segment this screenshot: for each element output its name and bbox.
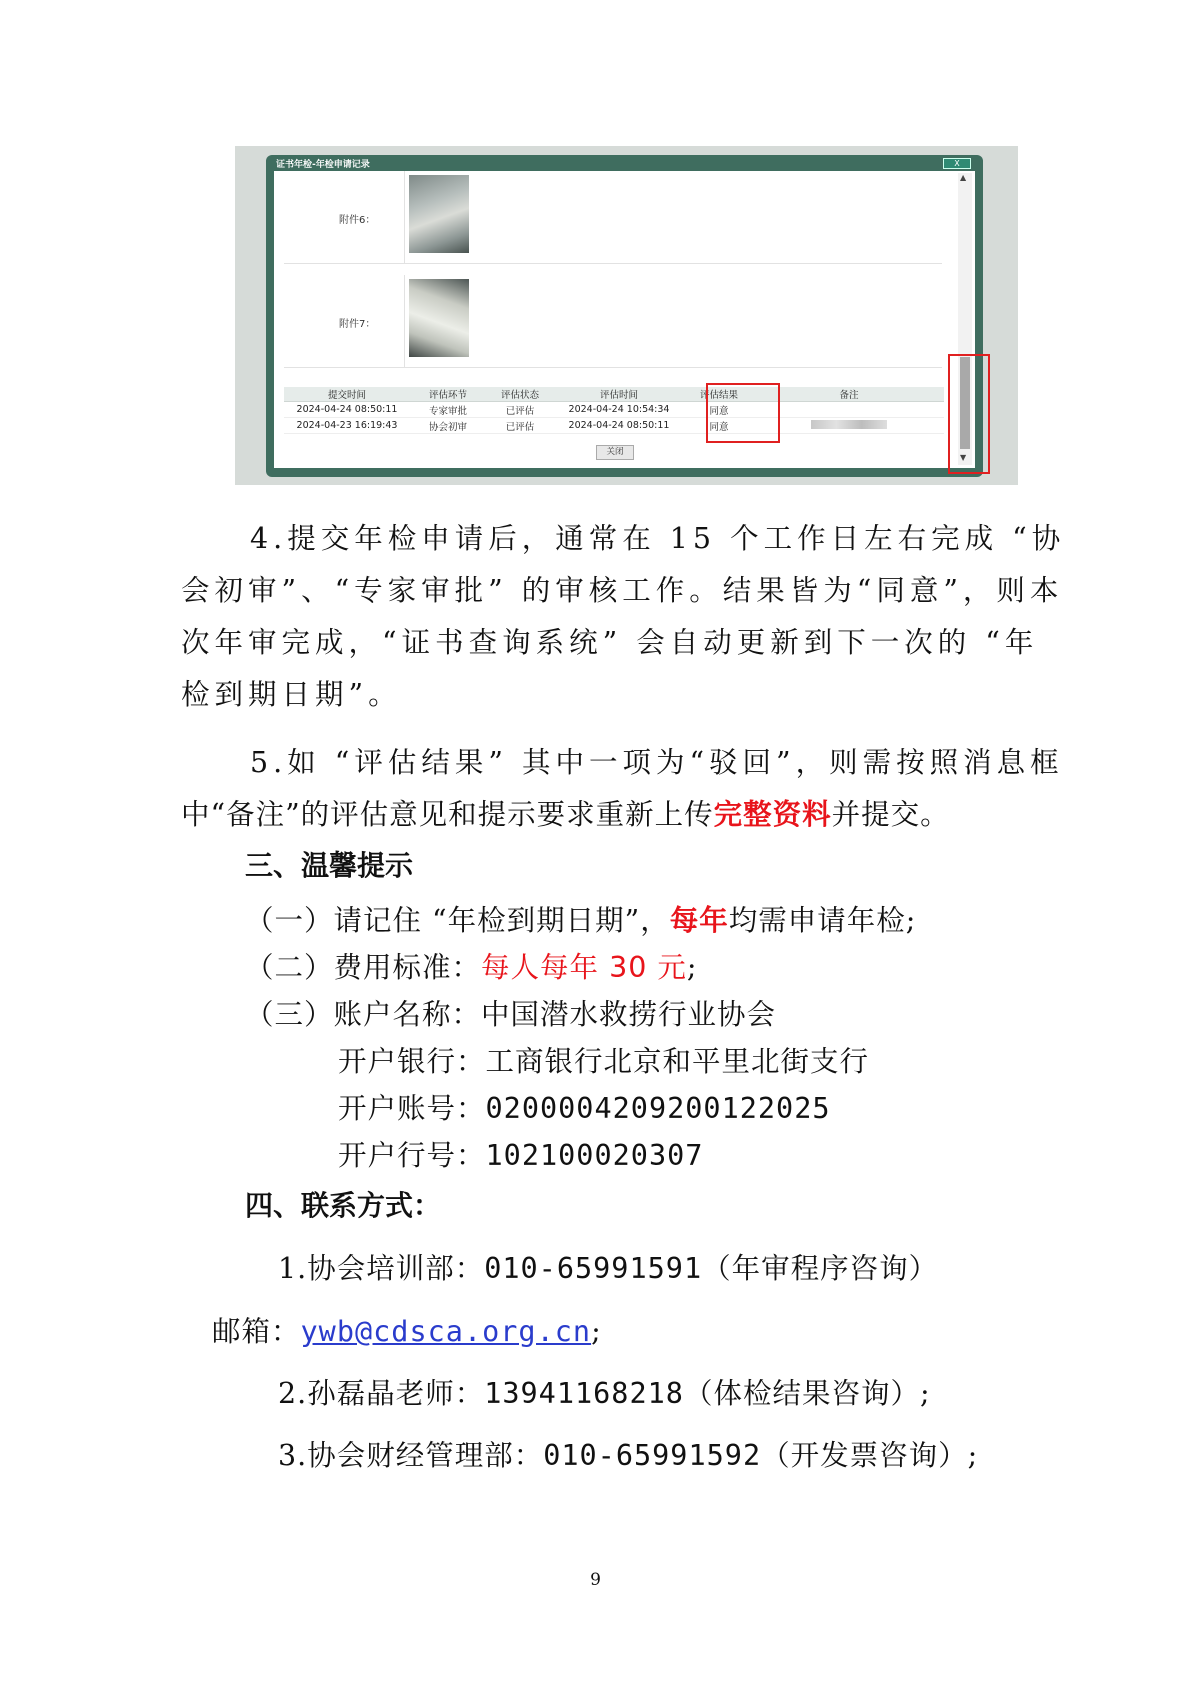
email-link[interactable]: ywb@cdsca.org.cn (300, 1315, 592, 1348)
attachment-label: 附件7： (339, 319, 376, 330)
contact-3 (278, 1433, 978, 1474)
para4-line4: 检到期日期”。 (181, 678, 402, 711)
account-line (338, 1086, 831, 1127)
para5-line2 (181, 792, 950, 833)
value: 中国潜水救捞行业协会 (481, 998, 777, 1031)
tip-item-2 (245, 945, 698, 986)
table-cell: 协会初审 (410, 418, 486, 434)
fee-text: 每人每年 30 元 (481, 951, 687, 984)
branch-line (338, 1133, 703, 1174)
scrollbar-highlight-box (948, 354, 990, 474)
table-row (284, 418, 944, 434)
col-header: 评估时间 (554, 387, 684, 402)
label: 3.协会财经管理部： (278, 1439, 544, 1472)
attachment-thumbnail[interactable] (409, 279, 469, 357)
col-header: 评估结果 (684, 387, 754, 402)
label: 开户账号： (338, 1092, 486, 1125)
note: （体检结果咨询）; (683, 1377, 931, 1410)
blurred-remark (811, 420, 887, 429)
contact-2 (278, 1371, 931, 1412)
attachment-row (284, 171, 942, 264)
attachment-thumbnail[interactable] (409, 175, 469, 253)
col-header: 备注 (754, 387, 944, 402)
label: 开户行号： (338, 1139, 486, 1172)
result-highlight-box (706, 383, 780, 443)
table-cell: 同意 (684, 402, 754, 418)
note: （年审程序咨询） (702, 1252, 939, 1285)
dialog-body (274, 171, 975, 468)
close-button[interactable]: 关闭 (596, 445, 634, 460)
phone: 010-65991592 (543, 1439, 762, 1472)
text: 并提交。 (831, 798, 950, 831)
page-number: 9 (590, 1570, 601, 1590)
tip-item-3 (245, 992, 776, 1033)
table-cell: 同意 (684, 418, 754, 434)
col-header: 评估状态 (486, 387, 554, 402)
section4-heading: 四、联系方式： (245, 1189, 442, 1222)
attachment-label: 附件6： (339, 215, 376, 226)
text: 均需申请年检; (728, 904, 917, 937)
para4-line3: 次年审完成，“证书查询系统” 会自动更新到下一次的 “年 (181, 626, 1039, 659)
phone: 13941168218 (484, 1377, 684, 1410)
table-cell: 2024-04-23 16:19:43 (284, 418, 410, 434)
table-header-row (284, 387, 944, 402)
col-header: 提交时间 (284, 387, 410, 402)
note: （开发票咨询）; (761, 1439, 979, 1472)
label: 开户银行： (338, 1045, 486, 1078)
scroll-down-icon[interactable]: ▼ (960, 453, 967, 462)
table-cell: 已评估 (486, 418, 554, 434)
label: （三）账户名称： (245, 998, 482, 1031)
contact-1 (278, 1246, 938, 1287)
text: 中“备注”的评估意见和提示要求重新上传 (181, 798, 714, 831)
table-cell: 专家审批 (410, 402, 486, 418)
label: 2.孙磊晶老师： (278, 1377, 485, 1410)
text: （二）费用标准： (245, 951, 482, 984)
label: 邮箱： (212, 1315, 301, 1348)
close-icon[interactable]: X (943, 158, 971, 169)
col-header: 评估环节 (410, 387, 486, 402)
value: 102100020307 (485, 1139, 704, 1172)
para4-line2: 会初审”、“专家审批” 的审核工作。结果皆为“同意”，则本 (181, 574, 1064, 607)
emphasis-text: 完整资料 (713, 798, 832, 831)
embedded-screenshot (235, 146, 1018, 485)
bank-line (338, 1039, 869, 1080)
table-cell (754, 418, 944, 434)
table-row (284, 402, 944, 418)
dialog-window (266, 155, 983, 477)
table-cell: 2024-04-24 08:50:11 (284, 402, 410, 418)
text: ; (686, 951, 698, 984)
attachment-row (284, 275, 942, 368)
value: 0200004209200122025 (485, 1092, 831, 1125)
para5-line1: 5.如 “评估结果” 其中一项为“驳回”，则需按照消息框 (250, 746, 1064, 779)
value: 工商银行北京和平里北街支行 (485, 1045, 870, 1078)
table-cell: 2024-04-24 10:54:34 (554, 402, 684, 418)
divider (404, 275, 405, 367)
table-cell: 2024-04-24 08:50:11 (554, 418, 684, 434)
divider (404, 171, 405, 263)
emphasis-text: 每年 (669, 904, 729, 937)
table-cell: 已评估 (486, 402, 554, 418)
para4-line1: 4.提交年检申请后，通常在 15 个工作日左右完成 “协 (250, 522, 1066, 555)
record-table (284, 387, 944, 434)
label: 1.协会培训部： (278, 1252, 485, 1285)
table-cell (754, 402, 944, 418)
email-line (212, 1309, 602, 1350)
dialog-title: 证书年检-年检申请记录 (276, 160, 370, 170)
phone: 010-65991591 (484, 1252, 703, 1285)
text: （一）请记住 “年检到期日期”， (245, 904, 670, 937)
section3-heading: 三、温馨提示 (245, 849, 414, 882)
tip-item-1 (245, 898, 916, 939)
text: ; (591, 1315, 602, 1348)
scroll-up-icon[interactable]: ▲ (960, 173, 967, 182)
